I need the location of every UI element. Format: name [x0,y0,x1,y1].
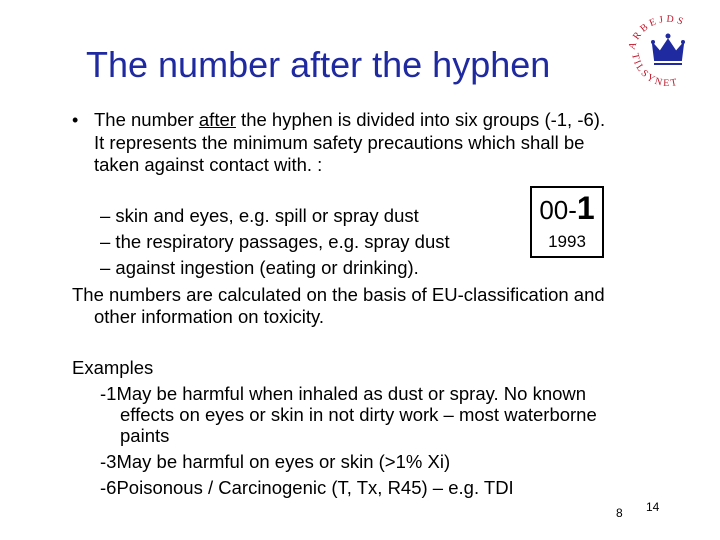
intro-underlined-word: after [198,109,236,130]
svg-text:TILSYNET: TILSYNET [629,52,680,90]
basis-line-1: The numbers are calculated on the basis of EU-classification and [72,284,605,305]
arbejdstilsynet-logo [622,6,714,98]
subitem-respiratory: – the respiratory passages, e.g. spray dust [100,231,450,252]
example-3: -3May be harmful on eyes or skin (>1% Xi) [100,451,451,472]
slide-title: The number after the hyphen [86,44,551,85]
code-prefix: 00- [539,195,577,225]
page-number-right: 14 [646,500,660,514]
code-box [530,186,604,258]
subitem-skin: – skin and eyes, e.g. spill or spray dust [100,205,419,226]
example-1-line-2: effects on eyes or skin in not dirty work – most waterborne [120,404,597,425]
intro-text-a: The number [94,109,199,130]
basis-line-2: other information on toxicity. [94,306,324,327]
example-6: -6Poisonous / Carcinogenic (T, Tx, R45) – e.g. TDI [100,477,514,498]
intro-text-c: the hyphen is divided into six groups (-1, -6). [235,109,606,130]
svg-text:ARBEJDS: ARBEJDS [626,13,688,51]
intro-line-3: taken against contact with. : [94,154,323,175]
subitem-ingestion: – against ingestion (eating or drinking). [100,257,419,278]
code-year: 1993 [548,232,586,251]
code-label [532,190,602,226]
bullet-marker: • [72,110,79,130]
intro-line-2: It represents the minimum safety precautions which shall be [94,132,585,153]
examples-heading: Examples [72,357,154,378]
example-1-line-1: -1May be harmful when inhaled as dust or spray. No known [100,383,587,404]
example-1-line-3: paints [120,425,170,446]
intro-line-1 [94,110,605,130]
crown-icon [622,6,714,98]
code-number: 1 [576,190,595,226]
page-number-left: 8 [616,506,623,520]
